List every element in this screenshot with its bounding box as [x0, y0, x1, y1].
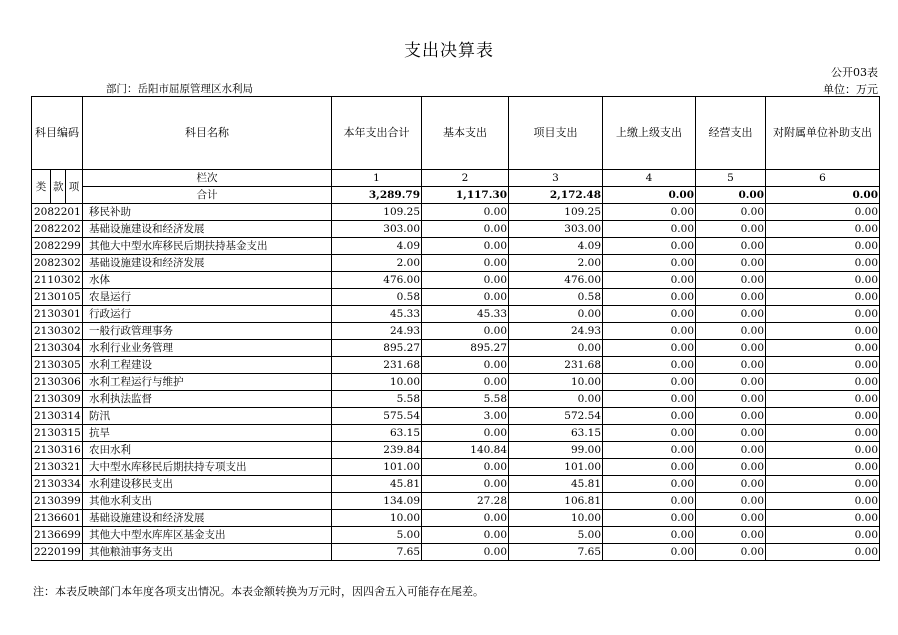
column-number: 5 — [696, 170, 766, 187]
subject-code: 2110302 — [32, 272, 83, 289]
total-value: 0.00 — [603, 187, 696, 204]
amount-cell: 0.00 — [696, 238, 766, 255]
amount-cell: 0.00 — [422, 425, 509, 442]
amount-cell: 0.00 — [696, 374, 766, 391]
amount-cell: 0.00 — [696, 527, 766, 544]
table-row — [32, 357, 880, 374]
table-row — [32, 204, 880, 221]
expenditure-table — [31, 96, 880, 561]
amount-cell: 0.00 — [696, 340, 766, 357]
amount-cell: 0.00 — [696, 255, 766, 272]
header-basic: 基本支出 — [422, 97, 509, 170]
amount-cell: 10.00 — [509, 510, 603, 527]
amount-cell: 0.00 — [766, 476, 880, 493]
amount-cell: 101.00 — [332, 459, 422, 476]
amount-cell: 0.00 — [422, 476, 509, 493]
subject-name: 抗旱 — [83, 425, 332, 442]
amount-cell: 895.27 — [422, 340, 509, 357]
table-row — [32, 493, 880, 510]
amount-cell: 0.00 — [603, 425, 696, 442]
amount-cell: 0.00 — [603, 391, 696, 408]
column-number: 2 — [422, 170, 509, 187]
amount-cell: 0.00 — [509, 306, 603, 323]
amount-cell: 0.00 — [603, 476, 696, 493]
unit-label: 单位：万元 — [823, 83, 878, 96]
column-number: 1 — [332, 170, 422, 187]
amount-cell: 0.00 — [603, 408, 696, 425]
subject-name: 水利执法监督 — [83, 391, 332, 408]
page-title: 支出决算表 — [404, 41, 494, 61]
amount-cell: 0.00 — [766, 289, 880, 306]
subject-name: 一般行政管理事务 — [83, 323, 332, 340]
amount-cell: 5.58 — [422, 391, 509, 408]
amount-cell: 0.00 — [766, 340, 880, 357]
amount-cell: 0.00 — [603, 272, 696, 289]
subject-code: 2130334 — [32, 476, 83, 493]
table-row — [32, 476, 880, 493]
subject-name: 其他粮油事务支出 — [83, 544, 332, 561]
amount-cell: 3.00 — [422, 408, 509, 425]
table-row — [32, 527, 880, 544]
amount-cell: 0.00 — [696, 408, 766, 425]
table-row — [32, 289, 880, 306]
subject-code: 2136699 — [32, 527, 83, 544]
amount-cell: 134.09 — [332, 493, 422, 510]
column-number-row — [32, 170, 880, 187]
subject-code: 2082299 — [32, 238, 83, 255]
amount-cell: 0.00 — [766, 323, 880, 340]
subject-name: 基础设施建设和经济发展 — [83, 221, 332, 238]
amount-cell: 0.00 — [422, 289, 509, 306]
amount-cell: 24.93 — [509, 323, 603, 340]
amount-cell: 106.81 — [509, 493, 603, 510]
amount-cell: 231.68 — [509, 357, 603, 374]
amount-cell: 140.84 — [422, 442, 509, 459]
subject-name: 水利建设移民支出 — [83, 476, 332, 493]
column-index-label: 栏次 — [83, 170, 332, 187]
subject-code: 2130301 — [32, 306, 83, 323]
amount-cell: 0.00 — [696, 510, 766, 527]
amount-cell: 10.00 — [332, 510, 422, 527]
total-value: 1,117.30 — [422, 187, 509, 204]
table-row — [32, 255, 880, 272]
table-row — [32, 272, 880, 289]
amount-cell: 0.00 — [422, 272, 509, 289]
total-value: 0.00 — [766, 187, 880, 204]
amount-cell: 0.00 — [603, 306, 696, 323]
amount-cell: 0.00 — [422, 221, 509, 238]
amount-cell: 0.00 — [696, 323, 766, 340]
subject-name: 农垦运行 — [83, 289, 332, 306]
amount-cell: 5.00 — [509, 527, 603, 544]
amount-cell: 0.00 — [509, 340, 603, 357]
amount-cell: 0.00 — [603, 510, 696, 527]
amount-cell: 0.00 — [422, 510, 509, 527]
amount-cell: 0.00 — [603, 238, 696, 255]
amount-cell: 0.00 — [603, 204, 696, 221]
subject-code: 2130321 — [32, 459, 83, 476]
amount-cell: 24.93 — [332, 323, 422, 340]
header-row — [32, 97, 880, 170]
table-row — [32, 238, 880, 255]
form-number: 公开03表 — [831, 66, 878, 79]
amount-cell: 0.00 — [696, 493, 766, 510]
amount-cell: 0.00 — [696, 289, 766, 306]
amount-cell: 0.00 — [422, 459, 509, 476]
amount-cell: 0.00 — [603, 544, 696, 561]
amount-cell: 0.00 — [422, 238, 509, 255]
amount-cell: 63.15 — [509, 425, 603, 442]
subject-name: 水利工程运行与维护 — [83, 374, 332, 391]
amount-cell: 0.00 — [766, 493, 880, 510]
amount-cell: 0.00 — [603, 340, 696, 357]
amount-cell: 10.00 — [332, 374, 422, 391]
subject-code: 2130316 — [32, 442, 83, 459]
amount-cell: 0.00 — [603, 221, 696, 238]
amount-cell: 45.33 — [422, 306, 509, 323]
amount-cell: 0.00 — [696, 357, 766, 374]
amount-cell: 63.15 — [332, 425, 422, 442]
table-row — [32, 544, 880, 561]
subject-code: 2220199 — [32, 544, 83, 561]
subject-code: 2130399 — [32, 493, 83, 510]
table-row — [32, 391, 880, 408]
subject-code: 2130309 — [32, 391, 83, 408]
amount-cell: 45.33 — [332, 306, 422, 323]
amount-cell: 7.65 — [509, 544, 603, 561]
amount-cell: 0.00 — [603, 255, 696, 272]
column-number: 6 — [766, 170, 880, 187]
amount-cell: 303.00 — [509, 221, 603, 238]
header-upper: 上缴上级支出 — [603, 97, 696, 170]
amount-cell: 99.00 — [509, 442, 603, 459]
amount-cell: 0.00 — [696, 306, 766, 323]
amount-cell: 0.00 — [422, 255, 509, 272]
footnote: 注：本表反映部门本年度各项支出情况。本表金额转换为万元时，因四舍五入可能存在尾差。 — [33, 585, 484, 598]
amount-cell: 895.27 — [332, 340, 422, 357]
subject-name: 水利行业业务管理 — [83, 340, 332, 357]
amount-cell: 0.00 — [696, 272, 766, 289]
table-row — [32, 306, 880, 323]
amount-cell: 476.00 — [332, 272, 422, 289]
amount-cell: 572.54 — [509, 408, 603, 425]
subject-name: 其他大中型水库库区基金支出 — [83, 527, 332, 544]
subject-code: 2136601 — [32, 510, 83, 527]
amount-cell: 0.00 — [603, 323, 696, 340]
subject-name: 行政运行 — [83, 306, 332, 323]
amount-cell: 0.00 — [509, 391, 603, 408]
amount-cell: 0.00 — [603, 459, 696, 476]
amount-cell: 0.00 — [766, 238, 880, 255]
table-row — [32, 510, 880, 527]
amount-cell: 303.00 — [332, 221, 422, 238]
table-row — [32, 408, 880, 425]
amount-cell: 0.00 — [766, 221, 880, 238]
header-total: 本年支出合计 — [332, 97, 422, 170]
subject-name: 其他水利支出 — [83, 493, 332, 510]
amount-cell: 109.25 — [332, 204, 422, 221]
subject-name: 水利工程建设 — [83, 357, 332, 374]
amount-cell: 0.00 — [696, 204, 766, 221]
amount-cell: 0.00 — [766, 374, 880, 391]
header-code: 科目编码 — [32, 97, 83, 170]
amount-cell: 45.81 — [332, 476, 422, 493]
amount-cell: 0.00 — [766, 391, 880, 408]
amount-cell: 0.00 — [766, 442, 880, 459]
subject-code: 2082302 — [32, 255, 83, 272]
amount-cell: 0.00 — [766, 204, 880, 221]
amount-cell: 0.00 — [603, 357, 696, 374]
subject-code: 2082202 — [32, 221, 83, 238]
total-row — [32, 187, 880, 204]
amount-cell: 5.00 — [332, 527, 422, 544]
amount-cell: 0.00 — [696, 391, 766, 408]
total-value: 2,172.48 — [509, 187, 603, 204]
subject-name: 其他大中型水库移民后期扶持基金支出 — [83, 238, 332, 255]
amount-cell: 231.68 — [332, 357, 422, 374]
subject-name: 水体 — [83, 272, 332, 289]
table-row — [32, 425, 880, 442]
subject-name: 移民补助 — [83, 204, 332, 221]
amount-cell: 0.00 — [766, 357, 880, 374]
amount-cell: 0.00 — [603, 493, 696, 510]
subject-name: 农田水利 — [83, 442, 332, 459]
table-body — [32, 97, 880, 561]
header-subsidy: 对附属单位补助支出 — [766, 97, 880, 170]
amount-cell: 0.00 — [766, 425, 880, 442]
amount-cell: 45.81 — [509, 476, 603, 493]
column-number: 4 — [603, 170, 696, 187]
amount-cell: 0.00 — [766, 306, 880, 323]
amount-cell: 0.00 — [766, 255, 880, 272]
header-lei: 类 — [32, 170, 51, 204]
subject-name: 基础设施建设和经济发展 — [83, 255, 332, 272]
amount-cell: 7.65 — [332, 544, 422, 561]
amount-cell: 0.00 — [422, 527, 509, 544]
amount-cell: 109.25 — [509, 204, 603, 221]
subject-code: 2130302 — [32, 323, 83, 340]
amount-cell: 0.00 — [696, 476, 766, 493]
amount-cell: 4.09 — [332, 238, 422, 255]
amount-cell: 2.00 — [509, 255, 603, 272]
subject-code: 2130315 — [32, 425, 83, 442]
amount-cell: 0.00 — [422, 357, 509, 374]
table-row — [32, 221, 880, 238]
amount-cell: 0.00 — [603, 289, 696, 306]
amount-cell: 0.00 — [766, 510, 880, 527]
subject-name: 大中型水库移民后期扶持专项支出 — [83, 459, 332, 476]
amount-cell: 0.00 — [766, 459, 880, 476]
amount-cell: 0.00 — [766, 544, 880, 561]
amount-cell: 0.00 — [603, 374, 696, 391]
subject-name: 防汛 — [83, 408, 332, 425]
header-kuan: 款 — [51, 170, 66, 204]
amount-cell: 0.00 — [696, 425, 766, 442]
table-row — [32, 374, 880, 391]
amount-cell: 101.00 — [509, 459, 603, 476]
subject-code: 2130314 — [32, 408, 83, 425]
total-label: 合计 — [83, 187, 332, 204]
subject-code: 2130306 — [32, 374, 83, 391]
header-project: 项目支出 — [509, 97, 603, 170]
header-business: 经营支出 — [696, 97, 766, 170]
amount-cell: 0.00 — [603, 527, 696, 544]
column-number: 3 — [509, 170, 603, 187]
amount-cell: 0.00 — [422, 323, 509, 340]
amount-cell: 575.54 — [332, 408, 422, 425]
amount-cell: 0.00 — [696, 221, 766, 238]
department-label: 部门：岳阳市屈原管理区水利局 — [106, 83, 253, 95]
subject-code: 2130305 — [32, 357, 83, 374]
total-value: 0.00 — [696, 187, 766, 204]
table-row — [32, 442, 880, 459]
table-row — [32, 323, 880, 340]
subject-code: 2130105 — [32, 289, 83, 306]
amount-cell: 0.00 — [696, 544, 766, 561]
amount-cell: 0.00 — [766, 272, 880, 289]
amount-cell: 0.58 — [332, 289, 422, 306]
amount-cell: 0.00 — [422, 204, 509, 221]
amount-cell: 27.28 — [422, 493, 509, 510]
table-row — [32, 340, 880, 357]
amount-cell: 2.00 — [332, 255, 422, 272]
amount-cell: 0.00 — [766, 408, 880, 425]
total-value: 3,289.79 — [332, 187, 422, 204]
amount-cell: 10.00 — [509, 374, 603, 391]
subject-name: 基础设施建设和经济发展 — [83, 510, 332, 527]
subject-code: 2130304 — [32, 340, 83, 357]
amount-cell: 476.00 — [509, 272, 603, 289]
amount-cell: 0.00 — [766, 527, 880, 544]
amount-cell: 0.00 — [422, 544, 509, 561]
amount-cell: 5.58 — [332, 391, 422, 408]
subject-code: 2082201 — [32, 204, 83, 221]
table-row — [32, 459, 880, 476]
header-name: 科目名称 — [83, 97, 332, 170]
amount-cell: 0.00 — [603, 442, 696, 459]
header-xiang: 项 — [66, 170, 83, 204]
amount-cell: 0.00 — [696, 459, 766, 476]
amount-cell: 0.00 — [422, 374, 509, 391]
amount-cell: 0.58 — [509, 289, 603, 306]
amount-cell: 239.84 — [332, 442, 422, 459]
amount-cell: 0.00 — [696, 442, 766, 459]
amount-cell: 4.09 — [509, 238, 603, 255]
